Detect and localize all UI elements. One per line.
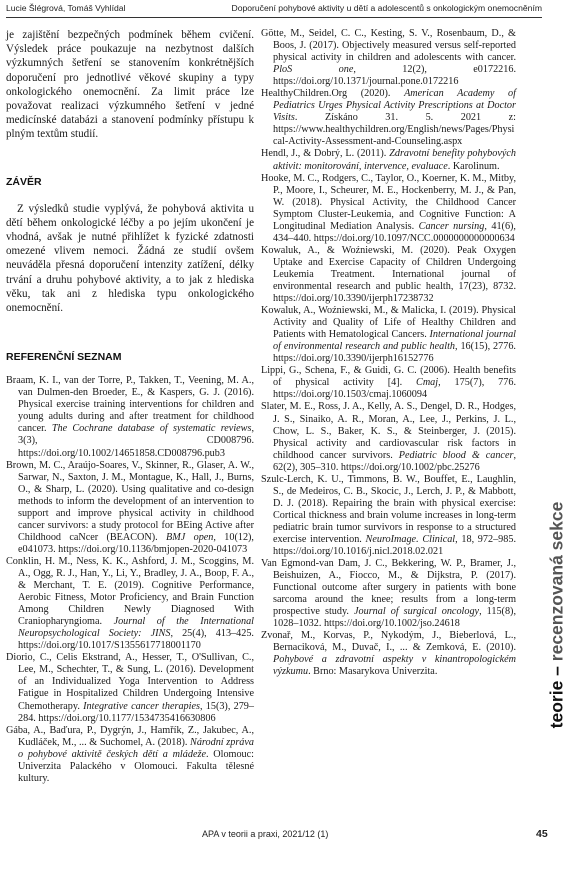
reference-item: HealthyChildren.Org (2020). American Academy of Pediatrics Urges Physical Activity Prescriptions at Doctor Visits. Získáno 31. 5. 2021 z: https://www.healthychildren.org/English/news/Pages/Physical-Activity-Assessment-and-Counseling.aspx [261,88,516,148]
conclusion-heading: ZÁVĚR [6,175,42,188]
reference-item: Braam, K. I., van der Torre, P., Takken, T., Veening, M. A., van Dulmen-den Broeder, E., & Kaspers, G. J. (2016). Physical exercise training interventions for children and young adults during and after treatment for childhood cancer. The Cochrane database of systematic reviews, 3(3), CD008796. https://doi.org/10.1002/14651858.CD008796.pub3 [6,375,254,459]
reference-item: Kowaluk, A., Woźniewski, M., & Malicka, I. (2019). Physical Activity and Quality of Life of Healthy Children and Patients with Hematological Cancers. International journal of environmental research and public health, 16(15), 2776. https://doi.org/10.3390/ijerph16152776 [261,305,517,365]
right-column [261,28,516,679]
reference-item: Van Egmond-van Dam, J. C., Bekkering, W. P., Bramer, J., Beishuizen, A., Fiocco, M., & Dijkstra, P. (2017). Functional outcome after surgery in patients with bone sarcoma around the knee; results from a long-term prospective study. Journal of surgical oncology, 115(8), 1028–1032. https://doi.org/10.1002/jso.24618 [261,558,516,630]
conclusion-paragraph: Z výsledků studie vyplývá, že pohybová aktivita u dětí během onkologické léčby a po jejím ukončení je vhodná, avšak je nutné přihlížet k fyzické zdatnosti omezené vlivem nemoci. Žádná ze studií ovšem neuváděla přesná doporučení intenzity zatížení, délky trvání a druhu pohybové aktivity, a to jak z hlediska věku, tak ani z hlediska typu onkologického onemocnění. [6,202,254,315]
reference-item: Gába, A., Baďura, P., Dygrýn, J., Hamřík, Z., Jakubec, A., Kudláček, M., ... & Suchomel, A. (2018). Národní zpráva o pohybové aktivitě českých dětí a mládeže. Olomouc: Univerzita Palackého v Olomouci. Fakulta tělesné kultury. [6,724,254,784]
page-number: 45 [536,828,548,840]
reference-list-right [261,28,516,679]
side-label-text: teorie – recenzovaná sekce [546,501,567,729]
running-head-authors: Lucie Šlégrová, Tomáš Vyhlídal [6,3,126,13]
reference-item: Hooke, M. C., Rodgers, C., Taylor, O., Koerner, K. M., Mitby, P., Moore, I., Scheurer, M. E., Hockenberry, M. J., & Pan, W. (2018). Physical Activity, the Childhood Cancer Symptom Cluster-Leukemia, and Cognitive Function: A Longitudinal Mediation Analysis. Cancer nursing, 41(6), 434–440. https://doi.org/10.1097/NCC.0000000000000634 [261,172,516,244]
reference-item: Zvonař, M., Korvas, P., Nykodým, J., Bieberlová, L., Bernaciková, M., Duvač, I., ... & Zemková, E. (2010). Pohybové a zdravotní aspekty v kinantropologickém výzkumu. Brno: Masarykova Univerzita. [261,630,516,678]
reference-item: Hendl, J., & Dobrý, L. (2011). Zdravotní benefity pohybových aktivit: monitorování, intervence, evaluace. Karolinum. [261,148,516,172]
reference-item: Diorio, C., Celis Ekstrand, A., Hesser, T., O'Sullivan, C., Lee, M., Schechter, T., & Sung, L. (2016). Development of an Individualized Yoga Intervention to Address Fatigue in Hospitalized Children Undergoing Intensive Chemotherapy. Integrative cancer therapies, 15(3), 279–284. https://doi.org/10.1177/1534735416630806 [6,652,254,724]
reference-item: Götte, M., Seidel, C. C., Kesting, S. V., Rosenbaum, D., & Boos, J. (2017). Objectively measured versus self-reported physical activity in children and adolescents with cancer. PloS one, 12(2), e0172216. https://doi.org/10.1371/journal.pone.0172216 [261,28,516,88]
reference-item: Conklin, H. M., Ness, K. K., Ashford, J. M., Scoggins, M. A., Ogg, R. J., Han, Y., Li, Y., Bradley, J. A., Boop, F. A., & Merchant, T. E. (2019). Cognitive Performance, Aerobic Fitness, Motor Proficiency, and Brain Function Among Children Newly Diagnosed With Craniopharyngioma. Journal of the International Neuropsychological Society: JINS, 25(4), 413–425. https://doi.org/10.1017/S1355617718001170 [6,555,254,652]
reference-item: Szulc-Lerch, K. U., Timmons, B. W., Bouffet, E., Laughlin, S., de Medeiros, C. B., Skocic, J., Lerch, J. P., & Mabbott, D. J. (2018). Repairing the brain with physical exercise: Cortical thickness and brain volume increases in long-term pediatric brain tumor survivors in response to a structured exercise intervention. NeuroImage. Clinical, 18, 972–985. https://doi.org/10.1016/j.nicl.2018.02.021 [261,473,516,558]
left-column [6,28,254,785]
reference-item: Brown, M. C., Araújo-Soares, V., Skinner, R., Glaser, A. W., Sarwar, N., Saxton, J. M., Montague, K., Hall, J., Burns, O., & Sharp, L. (2020). Using qualitative and co-design methods to inform the development of an intervention to support and improve physical activity in childhood cancer survivors: a study protocol for BEing Active after Childhood caNcer (BEACON). BMJ open, 10(12), e041073. https://doi.org/10.1136/bmjopen-2020-041073 [6,459,254,555]
reference-item: Slater, M. E., Ross, J. A., Kelly, A. S., Dengel, D. R., Hodges, J. S., Sinaiko, A. R., Moran, A., Lee, J., Perkins, J. L., Chow, L. S., Baker, K. S., & Steinberger, J. (2015). Physical activity and cardiovascular risk factors in childhood cancer survivors. Pediatric blood & cancer, 62(2), 305–310. https://doi.org/10.1002/pbc.25276 [261,401,516,473]
body-paragraph: je zajištění bezpečných podmínek během cvičení. Výsledek práce poukazuje na nezbytnost dalších výzkumných šetření se stanovením konkrétnějších doporučení pro jednotlivé věkové skupiny a typy onkologického onemocnění. Za limit práce lze považovat realizaci výzkumného šetření v jedné medicínské databázi a stanovení podmínky přístupu k plným textům studií. [6,29,254,141]
references-heading: REFERENČNÍ SEZNAM [6,351,122,364]
reference-list-left [6,375,254,785]
reference-item: Kowaluk, A., & Woźniewski, M. (2020). Peak Oxygen Uptake and Exercise Capacity of Children Undergoing Leukemia Treatment. International journal of environmental research and public health, 17(23), 8732. https://doi.org/10.3390/ijerph17238732 [261,244,516,305]
journal-citation: APA v teorii a praxi, 2021/12 (1) [202,829,329,839]
side-section-label [542,501,570,729]
reference-item: Lippi, G., Schena, F., & Guidi, G. C. (2006). Health benefits of physical activity [4]. Cmaj, 175(7), 776. https://doi.org/10.1503/cmaj.1060094 [261,365,516,401]
header-rule [6,17,542,18]
running-head-title: Doporučení pohybové aktivity u dětí a adolescentů s onkologickým onemocněním [231,3,542,13]
